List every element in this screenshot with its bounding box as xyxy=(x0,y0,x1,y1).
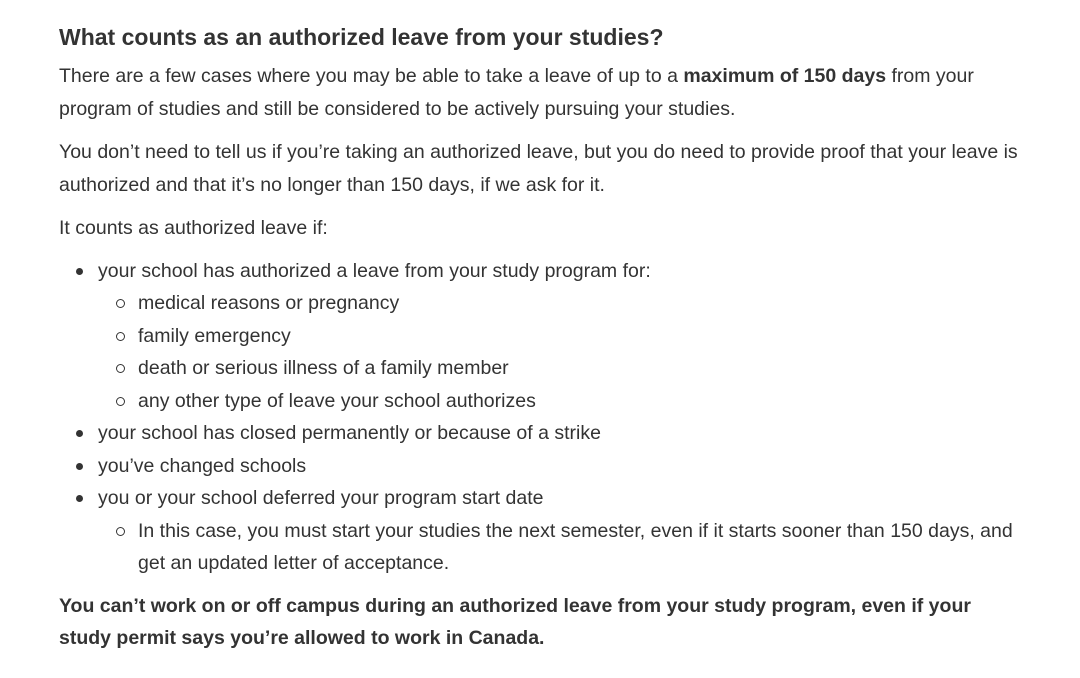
intro-paragraph xyxy=(59,60,1019,125)
intro-emphasis: maximum of 150 days xyxy=(683,65,887,87)
list-item xyxy=(59,417,1019,450)
circle-bullet-icon xyxy=(116,299,125,308)
list-item-label: any other type of leave your school authorizes xyxy=(138,389,536,412)
intro-text-start: There are a few cases where you may be able to take a leave of up to a xyxy=(59,65,684,87)
circle-bullet-icon xyxy=(116,527,125,536)
circle-bullet-icon xyxy=(116,332,125,341)
work-restriction-warning: You can’t work on or off campus during an authorized leave from your study program, even if your study permit says you’re allowed to work in Canada. xyxy=(59,594,971,649)
reasons-list xyxy=(98,287,1019,417)
list-item xyxy=(59,450,1019,483)
proof-paragraph: You don’t need to tell us if you’re taking an authorized leave, but you do need to provide proof that your leave is authorized and that it’s no longer than 150 days, if we ask for it. xyxy=(59,141,1018,196)
list-item-label: you’ve changed schools xyxy=(98,454,307,477)
bullet-icon xyxy=(76,430,83,437)
list-item xyxy=(59,255,1019,418)
list-item-label: death or serious illness of a family member xyxy=(138,357,509,379)
intro-text-end: from your program of studies and still be considered to be actively pursuing your studies. xyxy=(59,65,974,120)
conditions-list xyxy=(59,255,1019,580)
list-item-label: family emergency xyxy=(138,324,291,347)
list-item-label: In this case, you must start your studies the next semester, even if it starts sooner than 150 days, and get an updated letter of acceptance. xyxy=(138,519,1013,574)
bullet-icon xyxy=(76,268,83,275)
article-content xyxy=(59,22,1019,655)
list-item-label: your school has authorized a leave from your study program for: xyxy=(98,259,651,282)
circle-bullet-icon xyxy=(116,397,125,406)
list-item-label: your school has closed permanently or because of a strike xyxy=(98,422,601,444)
list-item xyxy=(98,320,1019,353)
list-item xyxy=(59,482,1019,580)
list-item xyxy=(98,352,1019,385)
list-item-label: medical reasons or pregnancy xyxy=(138,292,400,314)
circle-bullet-icon xyxy=(116,364,125,373)
deferred-notes-list xyxy=(98,515,1019,580)
list-item-label: you or your school deferred your program start date xyxy=(98,487,544,509)
list-intro: It counts as authorized leave if: xyxy=(59,217,328,239)
bullet-icon xyxy=(76,463,83,470)
bullet-icon xyxy=(76,495,83,502)
list-item xyxy=(98,287,1019,320)
list-item xyxy=(98,385,1019,418)
list-item xyxy=(98,515,1019,580)
section-heading: What counts as an authorized leave from your studies? xyxy=(59,24,664,50)
